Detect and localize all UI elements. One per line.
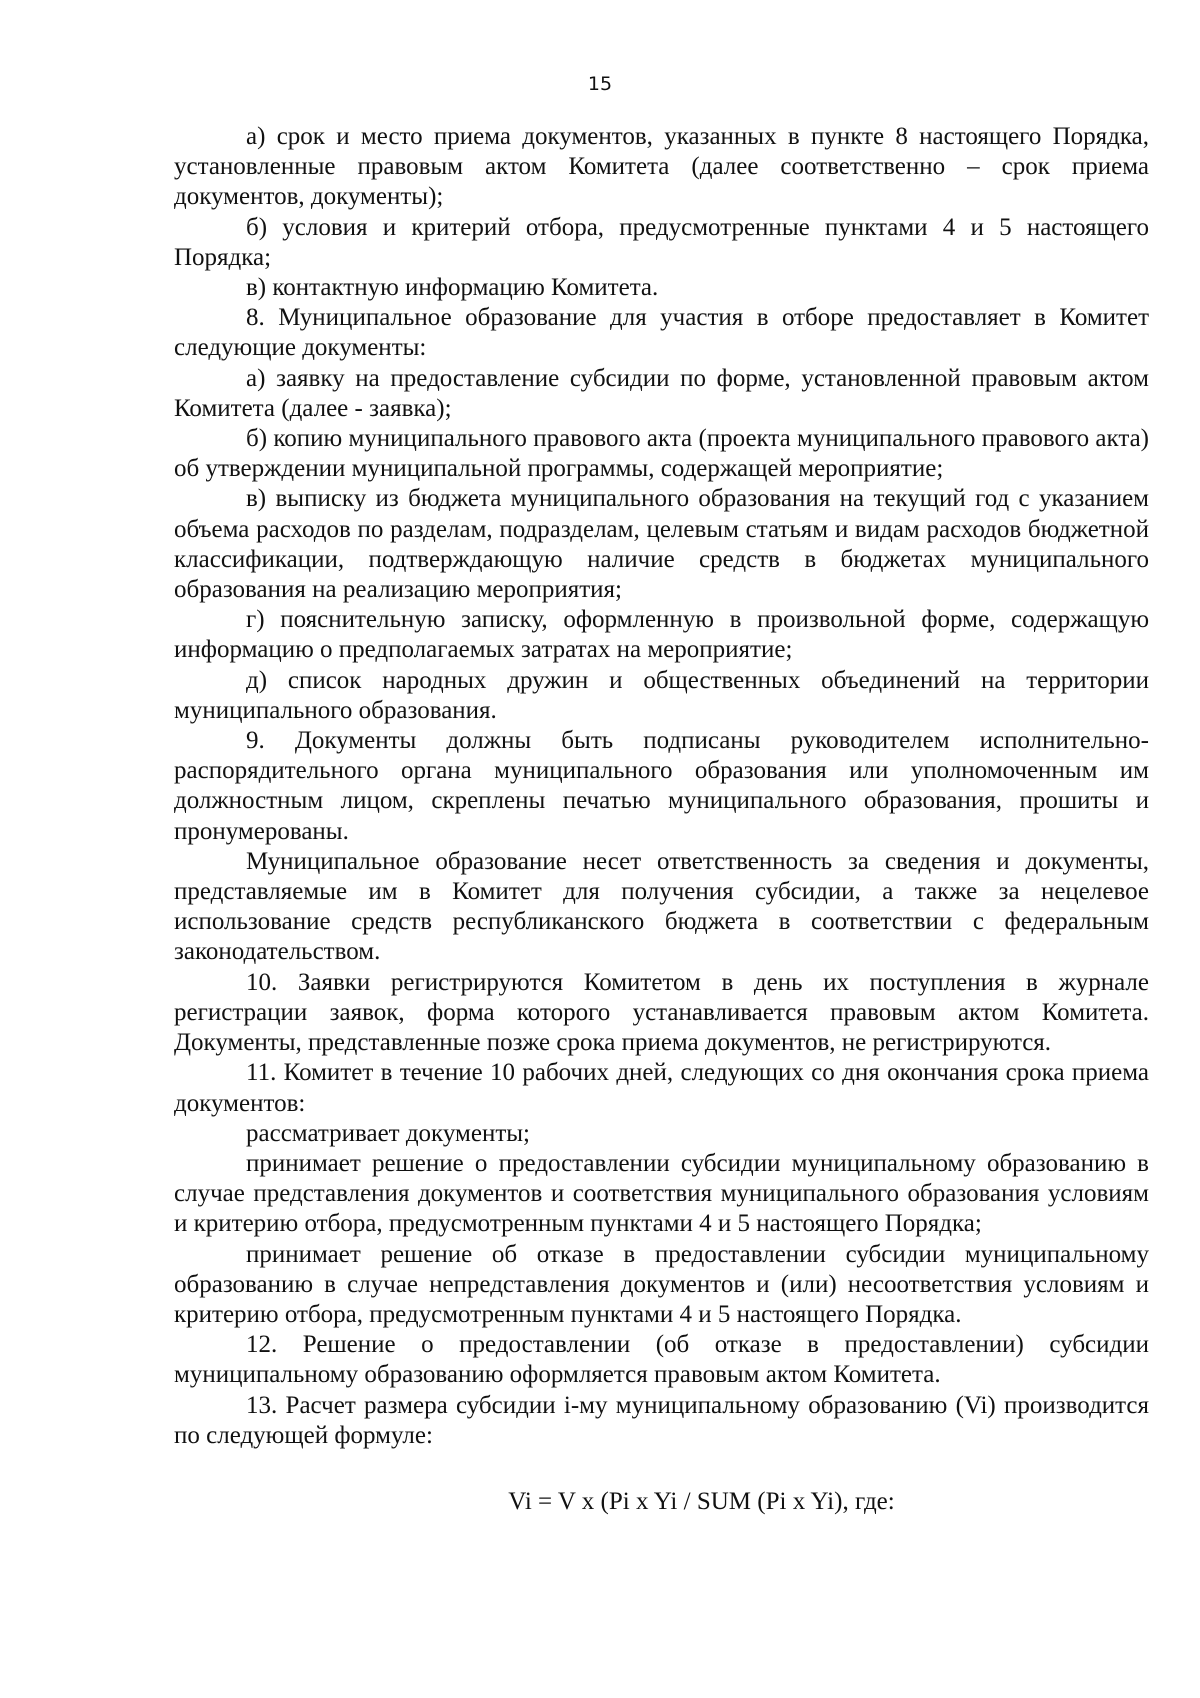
paragraph-8: 8. Муниципальное образование для участия в отборе предоставляет в Комитет следующие документы: [174,304,1149,362]
paragraph-11-approve: принимает решение о предоставлении субсидии муниципальному образованию в случае представления документов и соответствия муниципального образования условиям и критерию отбора, предусмотренным пунктами 4 и 5 настоящего Порядка; [174,1149,1149,1238]
paragraph-7a: а) срок и место приема документов, указанных в пункте 8 настоящего Порядка, установленные правовым актом Комитета (далее соответственно – срок приема документов, документы); [174,123,1149,211]
paragraph-7b: б) условия и критерий отбора, предусмотренные пунктами 4 и 5 настоящего Порядка; [174,213,1149,271]
document-body [174,122,1149,1517]
paragraph-11-review: рассматривает документы; [246,1119,530,1147]
paragraph-9-responsibility: Муниципальное образование несет ответственность за сведения и документы, представляемые им в Комитет для получения субсидии, а также за нецелевое использование средств республиканского бюджета в соответствии с федеральным законодательством. [174,847,1149,966]
page-number: 15 [587,73,613,95]
subsidy-formula: Vi = V x (Pi x Yi / SUM (Pi x Yi), где: [508,1487,895,1515]
paragraph-13: 13. Расчет размера субсидии i-му муниципальному образованию (Vi) производится по следующей формуле: [174,1391,1149,1449]
paragraph-9: 9. Документы должны быть подписаны руководителем исполнительно-распорядительного органа муниципального образования или уполномоченным им должностным лицом, скреплены печатью муниципального образования, прошиты и пронумерованы. [174,727,1149,845]
paragraph-8b: б) копию муниципального правового акта (проекта муниципального правового акта) об утверждении муниципальной программы, содержащей мероприятие; [174,425,1149,483]
paragraph-11-refuse: принимает решение об отказе в предоставлении субсидии муниципальному образованию в случае непредставления документов и (или) несоответствия условиям и критерию отбора, предусмотренным пунктами 4 и 5 настоящего Порядка. [174,1240,1149,1328]
paragraph-7v: в) контактную информацию Комитета. [246,274,659,302]
paragraph-8g: г) пояснительную записку, оформленную в произвольной форме, содержащую информацию о предполагаемых затратах на мероприятие; [174,606,1149,664]
paragraph-8a: а) заявку на предоставление субсидии по форме, установленной правовым актом Комитета (далее - заявка); [174,364,1149,422]
paragraph-11: 11. Комитет в течение 10 рабочих дней, следующих со дня окончания срока приема документов: [174,1059,1149,1117]
paragraph-12: 12. Решение о предоставлении (об отказе в предоставлении) субсидии муниципальному образованию оформляется правовым актом Комитета. [174,1331,1149,1389]
paragraph-8d: д) список народных дружин и общественных объединений на территории муниципального образования. [174,666,1149,724]
paragraph-8v: в) выписку из бюджета муниципального образования на текущий год с указанием объема расходов по разделам, подразделам, целевым статьям и видам расходов бюджетной классификации, подтверждающую наличие средств в бюджетах муниципального образования на реализацию мероприятия; [174,485,1149,604]
paragraph-10: 10. Заявки регистрируются Комитетом в день их поступления в журнале регистрации заявок, форма которого устанавливается правовым актом Комитета. Документы, представленные позже срока приема документов, не регистрируются. [174,968,1149,1057]
